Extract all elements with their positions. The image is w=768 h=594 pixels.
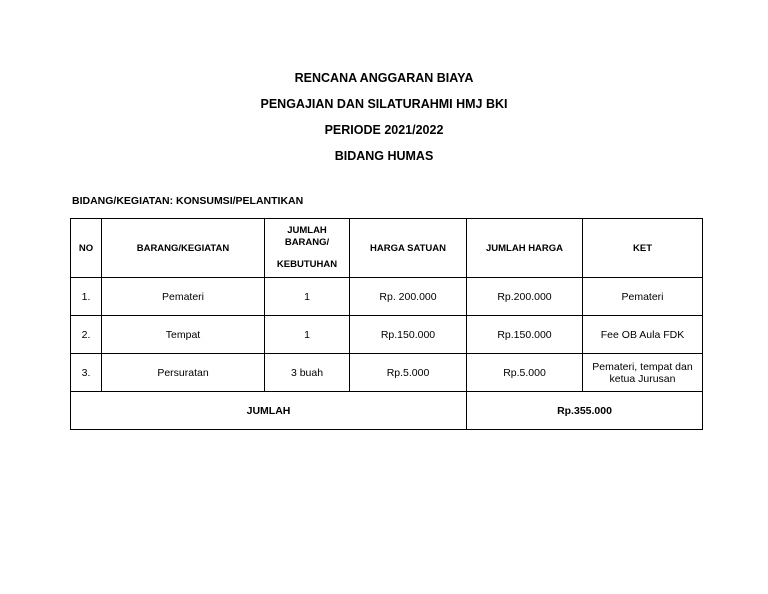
cell-total-price: Rp.150.000 (467, 316, 583, 354)
header-item: BARANG/KEGIATAN (102, 219, 265, 278)
section-label: BIDANG/KEGIATAN: KONSUMSI/PELANTIKAN (72, 195, 304, 207)
cell-quantity: 1 (265, 278, 350, 316)
header-quantity (265, 219, 350, 278)
title-line: PERIODE 2021/2022 (324, 123, 444, 137)
document-title (0, 68, 768, 172)
cell-item: Pemateri (102, 278, 265, 316)
cell-no: 1. (71, 278, 102, 316)
cell-quantity: 1 (265, 316, 350, 354)
header-quantity-line: BARANG/ (284, 237, 330, 248)
cell-item: Tempat (102, 316, 265, 354)
header-quantity-line: KEBUTUHAN (276, 259, 338, 270)
title-line: RENCANA ANGGARAN BIAYA (294, 71, 474, 85)
cell-quantity: 3 buah (265, 354, 350, 392)
header-quantity-line: JUMLAH (287, 225, 327, 236)
header-note: KET (583, 219, 703, 278)
table-row (71, 354, 703, 392)
cell-total-price: Rp.5.000 (467, 354, 583, 392)
title-line: PENGAJIAN DAN SILATURAHMI HMJ BKI (260, 97, 508, 111)
header-unit-price: HARGA SATUAN (350, 219, 467, 278)
cell-note: Pemateri (583, 278, 703, 316)
cell-note: Fee OB Aula FDK (583, 316, 703, 354)
header-no: NO (71, 219, 102, 278)
table-header-row (71, 219, 703, 278)
cell-item: Persuratan (102, 354, 265, 392)
table-total-row (71, 392, 703, 430)
total-label: JUMLAH (71, 392, 467, 430)
cell-unit-price: Rp.5.000 (350, 354, 467, 392)
title-line: BIDANG HUMAS (334, 149, 434, 163)
budget-table (70, 218, 703, 430)
cell-total-price: Rp.200.000 (467, 278, 583, 316)
table-row (71, 278, 703, 316)
cell-unit-price: Rp.150.000 (350, 316, 467, 354)
header-total-price: JUMLAH HARGA (467, 219, 583, 278)
total-value: Rp.355.000 (467, 392, 703, 430)
cell-no: 3. (71, 354, 102, 392)
cell-no: 2. (71, 316, 102, 354)
cell-note: Pemateri, tempat dan ketua Jurusan (583, 354, 703, 392)
cell-unit-price: Rp. 200.000 (350, 278, 467, 316)
table-row (71, 316, 703, 354)
